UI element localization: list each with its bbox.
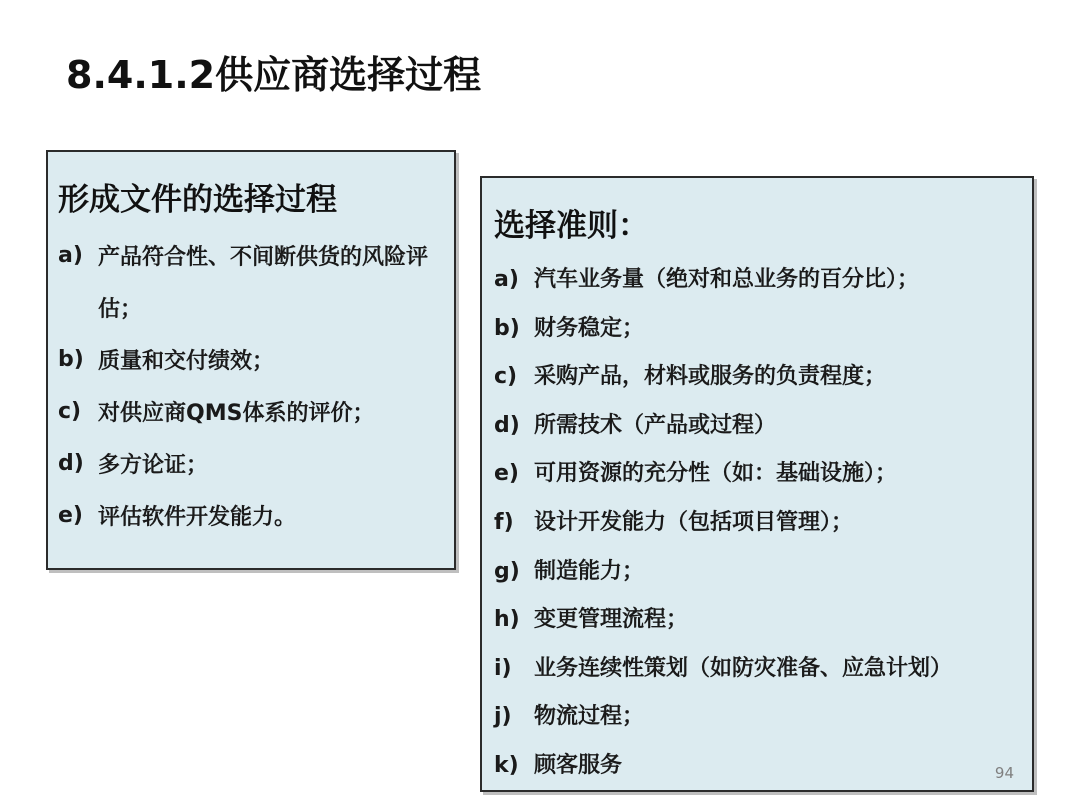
list-item (494, 693, 1032, 742)
list-item (58, 388, 448, 440)
list-item-text: 可用资源的充分性（如：基础设施）； (534, 461, 898, 487)
list-marker: f) (494, 509, 514, 535)
list-item (494, 645, 1032, 694)
slide-title: 8.4.1.2供应商选择过程 (66, 53, 482, 97)
list-marker: k) (494, 752, 519, 778)
list-marker: b) (58, 347, 84, 372)
list-item-text: 制造能力； (534, 558, 645, 584)
selection-criteria-box (480, 176, 1034, 792)
list-item-text: 采购产品，材料或服务的负责程度； (534, 364, 887, 390)
left-box-list (58, 232, 448, 544)
list-item (58, 336, 448, 388)
list-marker: e) (58, 503, 83, 528)
list-item-text: 顾客服务 (534, 752, 623, 778)
list-marker: a) (494, 267, 519, 292)
list-marker: c) (494, 364, 518, 390)
list-item-text: 所需技术（产品或过程） (534, 412, 777, 438)
list-item-text: 评估软件开发能力。 (98, 505, 297, 530)
list-item-text: 产品符合性、不间断供货的风险评估； (98, 245, 429, 322)
right-box-heading: 选择准则： (494, 208, 649, 244)
list-item (494, 596, 1032, 645)
list-item-text: 财务稳定； (534, 315, 645, 341)
list-item (494, 450, 1032, 499)
list-item-text: 质量和交付绩效； (98, 349, 275, 374)
list-marker: g) (494, 558, 520, 584)
list-item (494, 402, 1032, 451)
list-marker: a) (58, 243, 83, 268)
list-marker: d) (58, 451, 84, 476)
list-item (494, 548, 1032, 597)
list-item-text: 设计开发能力（包括项目管理）； (534, 509, 854, 535)
list-item (494, 499, 1032, 548)
list-item (494, 353, 1032, 402)
page-number: 94 (994, 764, 1014, 782)
list-item-text: 汽车业务量（绝对和总业务的百分比）； (534, 267, 920, 292)
list-marker: d) (494, 412, 520, 438)
list-marker: b) (494, 315, 520, 341)
list-item-text: 多方论证； (98, 453, 209, 478)
list-item-text: 对供应商QMS体系的评价； (98, 401, 375, 426)
list-marker: h) (494, 607, 520, 633)
left-box-heading: 形成文件的选择过程 (58, 182, 337, 218)
list-item (494, 256, 1032, 305)
list-item-text: 业务连续性策划（如防灾准备、应急计划） (534, 655, 953, 681)
list-marker: e) (494, 461, 519, 487)
list-marker: j) (494, 704, 512, 730)
list-item-text: 物流过程； (534, 704, 645, 730)
list-item (494, 742, 1032, 791)
list-marker: c) (58, 399, 82, 424)
list-item (58, 492, 448, 544)
list-item-text: 变更管理流程； (534, 607, 689, 633)
list-item (58, 232, 448, 336)
list-item (494, 305, 1032, 354)
right-box-list (494, 256, 1032, 791)
list-item (58, 440, 448, 492)
documented-selection-process-box (46, 150, 456, 570)
list-marker: i) (494, 655, 512, 681)
